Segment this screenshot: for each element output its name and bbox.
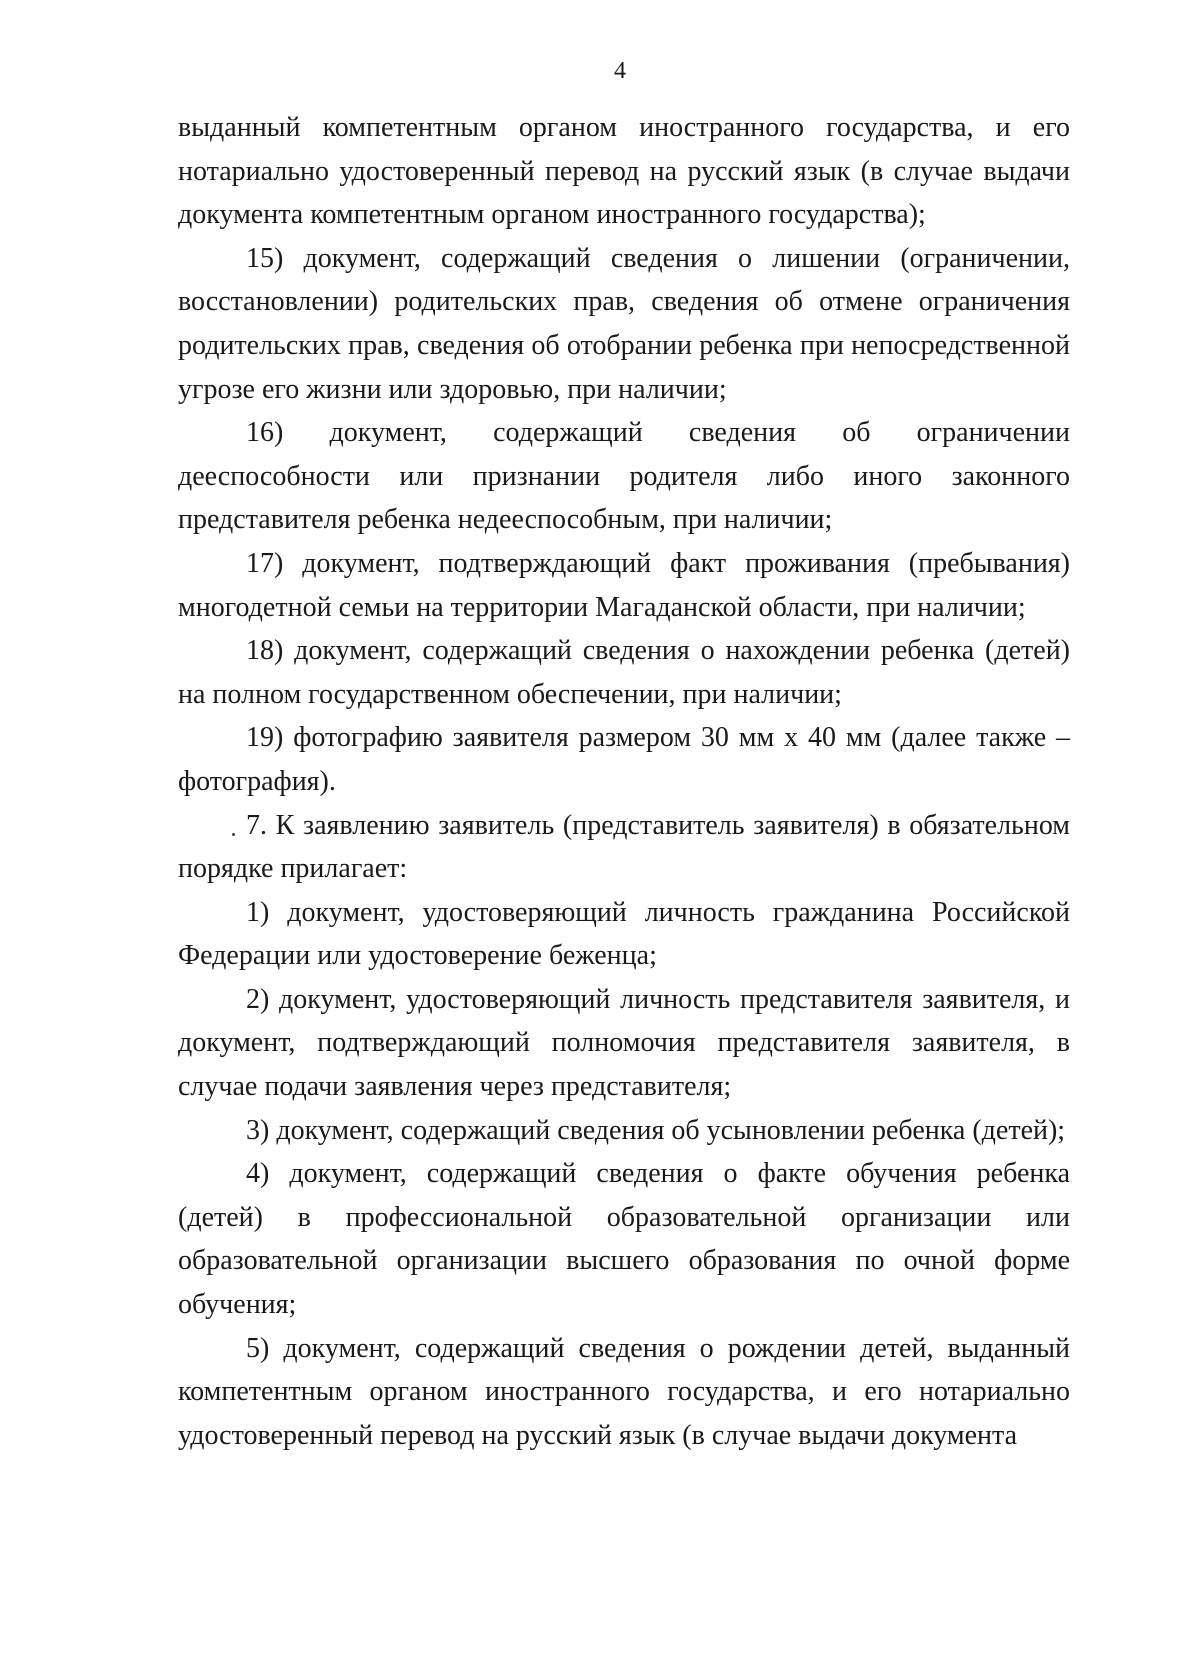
paragraph-item-15: 15) документ, содержащий сведения о лишении (ограничении, восстановлении) родительских прав, сведения об отмене ограничения родительских прав, сведения об отобрании ребенка при непосредственной угрозе его жизни или здоровью, при наличии; xyxy=(178,242,1070,405)
paragraph-item-19: 19) фотографию заявителя размером 30 мм х 40 мм (далее также – фотография). xyxy=(178,722,1070,797)
paragraph-clause-7-item-3: 3) документ, содержащий сведения об усыновлении ребенка (детей); xyxy=(246,1114,1066,1146)
paragraph-item-18: 18) документ, содержащий сведения о нахождении ребенка (детей) на полном государственном обеспечении, при наличии; xyxy=(178,635,1070,710)
paragraph-clause-7-item-1: 1) документ, удостоверяющий личность гражданина Российской Федерации или удостоверение беженца; xyxy=(178,896,1070,972)
page-number: 4 xyxy=(614,58,626,84)
paragraph-item-16: 16) документ, содержащий сведения об ограничении дееспособности или признании родителя либо иного законного представителя ребенка недееспособным, при наличии; xyxy=(178,417,1070,536)
paragraph-item-17: 17) документ, подтверждающий факт проживания (пребывания) многодетной семьи на территории Магаданской области, при наличии; xyxy=(178,547,1070,623)
paragraph-clause-7-item-5: 5) документ, содержащий сведения о рождении детей, выданный компетентным органом иностранного государства, и его нотариально удостоверенный перевод на русский язык (в случае выдачи документа xyxy=(178,1332,1070,1451)
paragraph-clause-7-item-2: 2) документ, удостоверяющий личность представителя заявителя, и документ, подтверждающий полномочия представителя заявителя, в случае подачи заявления через представителя; xyxy=(178,983,1070,1103)
paragraph-clause-7: 7. К заявлению заявитель (представитель заявителя) в обязательном порядке прилагает: xyxy=(178,809,1070,885)
paragraph-clause-7-item-4: 4) документ, содержащий сведения о факте обучения ребенка (детей) в профессиональной образовательной организации или образовательной организации высшего образования по очной форме обучения; xyxy=(178,1158,1070,1321)
document-body xyxy=(178,106,1070,1457)
paragraph-continuation: выданный компетентным органом иностранного государства, и его нотариально удостоверенный перевод на русский язык (в случае выдачи документа компетентным органом иностранного государства); xyxy=(178,112,1070,231)
